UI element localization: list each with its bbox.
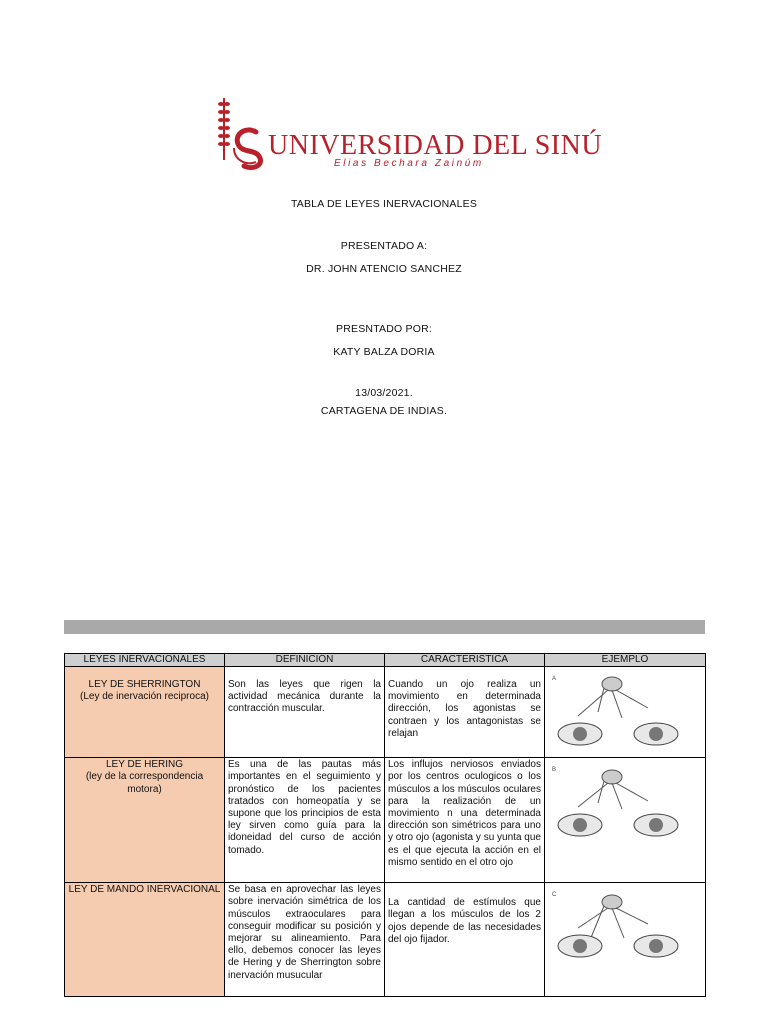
- university-name: UNIVERSIDAD DEL SINÚ: [268, 130, 603, 161]
- law-cell: [65, 667, 225, 758]
- characteristic-cell: Cuando un ojo realiza un movimiento en determinada dirección, los agonistas se contraen y los antagonistas se relajan: [385, 667, 545, 758]
- header-definition: DEFINICIÓN: [225, 654, 385, 667]
- law-subtitle: (ley de la correspondencia motora): [85, 771, 204, 795]
- presented-to-name: DR. JOHN ATENCIO SANCHEZ: [306, 263, 462, 275]
- table-row: [65, 667, 706, 758]
- definition-cell: Es una de las pautas más importantes en el seguimiento y pronóstico de los pacientes tratados con homeopatía y se supone que los principios de esta ley sirven como guía para la idoneidad del curso de acción tomado.: [225, 758, 385, 883]
- section-divider: [64, 620, 705, 634]
- law-name: LEY DE MANDO INERVACIONAL: [68, 884, 221, 896]
- eye-muscles-diagram-icon: [548, 884, 706, 968]
- presented-to-label: PRESENTADO A:: [340, 240, 428, 252]
- document-title: TABLA DE LEYES INERVACIONALES: [290, 198, 478, 210]
- eye-muscles-diagram-icon: [548, 668, 706, 752]
- svg-text:C: C: [552, 892, 557, 899]
- definition-cell: Se basa en aprovechar las leyes sobre inervación simétrica de los músculos extraoculares para conseguir modificar su posición y mejorar su alineamiento. Para ello, debemos conocer las leyes de Hering y de Sherrington sobre inervación musucular: [225, 883, 385, 997]
- characteristic-cell: Los influjos nerviosos enviados por los centros oculogicos o los músculos a los músculos oculares para la realización de un movimiento n una determinada dirección son simétricos para uno y otro ojo (agonista y su yunta que es el que ejecuta la acción en el mismo sentido en el otro ojo: [385, 758, 545, 883]
- presented-by-label: PRESNTADO POR:: [336, 323, 432, 335]
- example-cell: [545, 883, 706, 997]
- header-laws: LEYES INERVACIONALES: [65, 654, 225, 667]
- header-characteristic: CARACTERISTICA: [385, 654, 545, 667]
- law-name: LEY DE HERING: [105, 759, 184, 771]
- characteristic-cell: La cantidad de estímulos que llegan a los músculos de los 2 ojos depende de las necesidades del ojo fijador.: [385, 883, 545, 997]
- table-row: [65, 883, 706, 997]
- example-cell: [545, 667, 706, 758]
- law-cell: [65, 883, 225, 997]
- document-city: CARTAGENA DE INDIAS.: [320, 405, 448, 417]
- svg-text:B: B: [552, 767, 557, 774]
- table-header-row: [65, 654, 706, 667]
- document-date: 13/03/2021.: [355, 387, 413, 399]
- laws-table: [64, 653, 706, 997]
- table-row: [65, 758, 706, 883]
- definition-cell: Son las leyes que rigen la actividad mecánica durante la contracción muscular.: [225, 667, 385, 758]
- presented-by-name: KATY BALZA DORIA: [333, 346, 435, 358]
- law-subtitle: (Ley de inervación reciproca): [80, 691, 209, 703]
- law-name: LEY DE SHERRINGTON: [88, 679, 201, 690]
- eye-muscles-diagram-icon: [548, 759, 706, 843]
- university-logo: [216, 96, 603, 172]
- example-cell: [545, 758, 706, 883]
- header-example: EJEMPLO: [545, 654, 706, 667]
- law-cell: [65, 758, 225, 883]
- university-emblem-icon: [216, 96, 272, 172]
- university-subtitle: Elias Bechara Zainúm: [334, 158, 484, 169]
- svg-text:A: A: [552, 676, 557, 682]
